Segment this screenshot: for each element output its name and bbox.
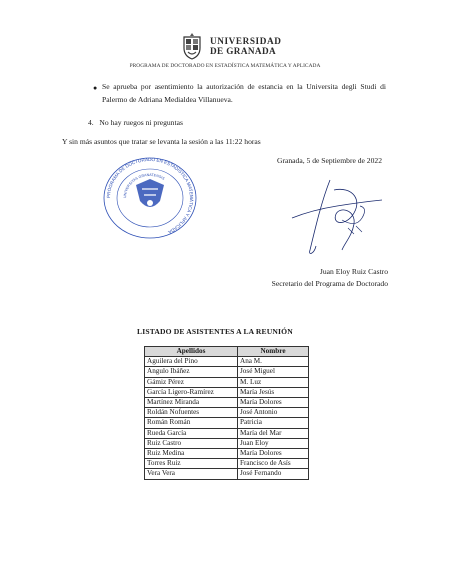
surname-cell: Vera Vera [145,469,238,479]
surname-cell: Roldán Nofuentes [145,408,238,418]
header-nombre: Nombre [238,347,309,357]
table-row [145,398,309,408]
table-row [145,357,309,367]
table-row [145,408,309,418]
program-header: PROGRAMA DE DOCTORADO EN ESTADÍSTICA MATEMÁTICA Y APLICADA [129,63,321,69]
attendees-table [144,346,309,480]
table-row [145,459,309,469]
name-cell: María del Mar [238,428,309,438]
surname-cell: Angulo Ibáñez [145,367,238,377]
table-row [145,377,309,387]
surname-cell: Torres Ruiz [145,459,238,469]
closing-sentence: Y sin más asuntos que tratar se levanta la sesión a las 11:22 horas [62,137,261,146]
surname-cell: Martínez Miranda [145,398,238,408]
header-apellidos: Apellidos [145,347,238,357]
surname-cell: Ruiz Medina [145,449,238,459]
name-cell: María Dolores [238,398,309,408]
name-cell: Francisco de Asís [238,459,309,469]
bullet-marker: ● [93,84,98,92]
name-cell: José Antonio [238,408,309,418]
table-row [145,469,309,479]
approval-paragraph: Se aprueba por asentimiento la autorización de estancia en la Universita degli Studi di Palermo de Adriana Medialdea Villanueva. [102,82,386,104]
agenda-item-4 [88,118,183,127]
name-cell: Juan Eloy [238,438,309,448]
surname-cell: Román Román [145,418,238,428]
name-cell: María Jesús [238,387,309,397]
surname-cell: Rueda García [145,428,238,438]
table-row [145,387,309,397]
surname-cell: Aguilera del Pino [145,357,238,367]
surname-cell: García Ligero-Ramírez [145,387,238,397]
attendees-title: LISTADO DE ASISTENTES A LA REUNIÓN [137,327,293,336]
name-cell: José Miguel [238,367,309,377]
agenda-item-number: 4. [88,118,94,127]
name-cell: María Dolores [238,449,309,459]
name-cell: José Fernando [238,469,309,479]
surname-cell: Ruiz Castro [145,438,238,448]
table-row [145,438,309,448]
signer-role: Secretario del Programa de Doctorado [271,279,388,288]
university-name-line2: DE GRANADA [210,46,277,56]
surname-cell: Gámiz Pérez [145,377,238,387]
table-row [145,367,309,377]
seal-inner-text: UNIVERSITAS GRANATENSIS [122,172,166,199]
name-cell: Patricia [238,418,309,428]
seal-outer-text: PROGRAMA DE DOCTORADO EN ESTADÍSTICA MATEMÁTICA Y APLICADA [105,156,195,235]
university-logo-text [210,36,281,56]
table-row [145,428,309,438]
table-row [145,449,309,459]
attendees-header-row [145,347,309,357]
university-crest-icon [176,30,208,62]
agenda-item-text: No hay ruegos ni preguntas [99,118,183,127]
name-cell: Ana M. [238,357,309,367]
official-seal-icon [100,155,200,240]
signer-name: Juan Eloy Ruiz Castro [319,267,388,276]
university-name-line1: UNIVERSIDAD [210,36,282,46]
name-cell: M. Luz [238,377,309,387]
handwritten-signature-icon [282,170,386,256]
table-row [145,418,309,428]
document-date: Granada, 5 de Septiembre de 2022 [276,156,382,165]
